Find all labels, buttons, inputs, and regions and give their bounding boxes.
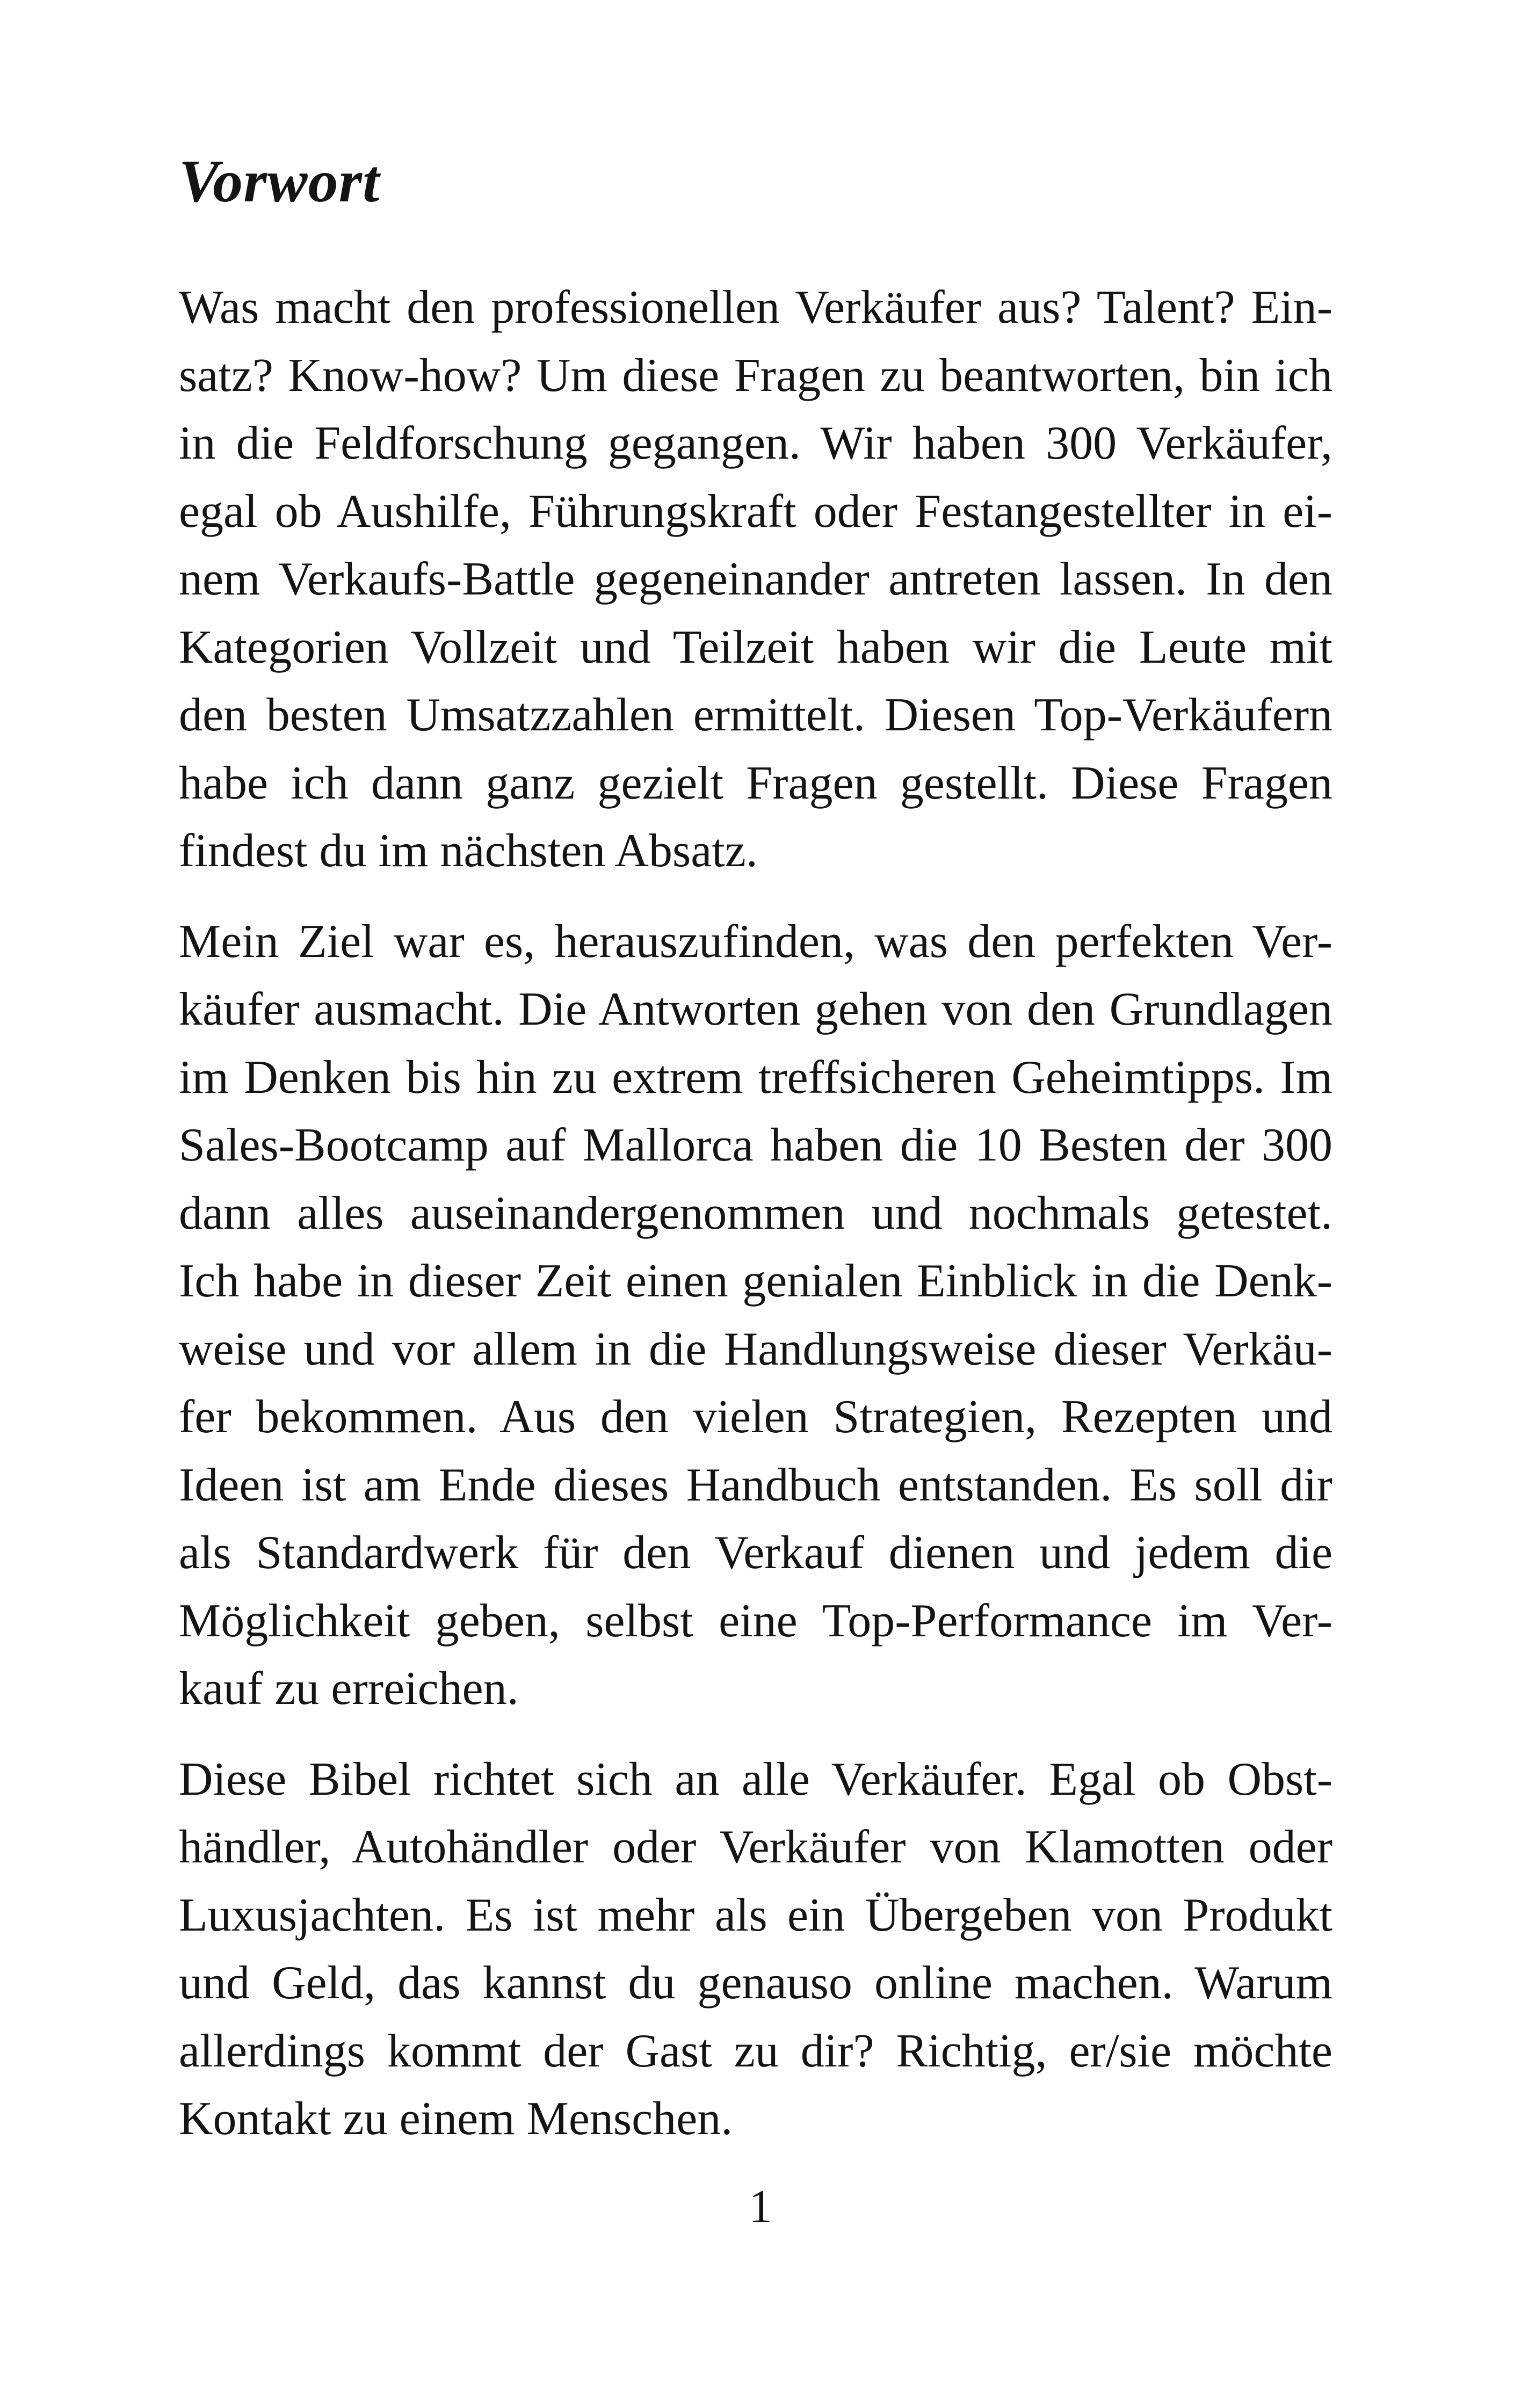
text-line: händler, Autohändler oder Verkäufer von Klamotten oder — [179, 1821, 1332, 1873]
body-text — [179, 274, 1332, 2176]
text-line: in die Feldforschung gegangen. Wir haben 300 Verkäufer, — [179, 417, 1332, 469]
page-number: 1 — [749, 2181, 772, 2233]
text-line: Möglichkeit geben, selbst eine Top-Performance im Ver- — [179, 1594, 1332, 1647]
text-line: Kontakt zu einem Menschen. — [179, 2093, 733, 2145]
text-line: Luxusjachten. Es ist mehr als ein Übergeben von Produkt — [179, 1889, 1332, 1941]
text-line: Was macht den professionellen Verkäufer aus? Talent? Ein- — [179, 281, 1332, 333]
text-line: nem Verkaufs-Battle gegeneinander antreten lassen. In den — [179, 553, 1332, 605]
text-line: käufer ausmacht. Die Antworten gehen von den Grundlagen — [179, 983, 1332, 1035]
text-line: als Standardwerk für den Verkauf dienen und jedem die — [179, 1527, 1332, 1579]
text-line: egal ob Aushilfe, Führungskraft oder Festangestellter in ei- — [179, 485, 1332, 538]
text-line: Diese Bibel richtet sich an alle Verkäufer. Egal ob Obst- — [179, 1753, 1332, 1805]
paragraph — [179, 908, 1332, 1723]
text-line: und Geld, das kannst du genauso online machen. Warum — [179, 1957, 1332, 2009]
paragraph — [179, 274, 1332, 886]
chapter-heading: Vorwort — [179, 148, 380, 215]
text-line: Mein Ziel war es, herauszufinden, was den perfekten Ver- — [179, 915, 1332, 968]
text-line: Ideen ist am Ende dieses Handbuch entstanden. Es soll dir — [179, 1459, 1332, 1511]
text-line: Kategorien Vollzeit und Teilzeit haben wir die Leute mit — [179, 621, 1332, 673]
paragraph — [179, 1746, 1332, 2153]
text-line: im Denken bis hin zu extrem treffsicheren Geheimtipps. Im — [179, 1051, 1332, 1104]
text-line: den besten Umsatzzahlen ermittelt. Diesen Top-Verkäufern — [179, 689, 1332, 741]
text-line: allerdings kommt der Gast zu dir? Richtig, er/sie möchte — [179, 2025, 1332, 2077]
text-line: Ich habe in dieser Zeit einen genialen Einblick in die Denk- — [179, 1255, 1332, 1307]
text-line: fer bekommen. Aus den vielen Strategien, Rezepten und — [179, 1391, 1332, 1443]
text-line: weise und vor allem in die Handlungsweise dieser Verkäu- — [179, 1323, 1332, 1375]
text-line: dann alles auseinandergenommen und nochmals getestet. — [179, 1187, 1332, 1239]
text-line: findest du im nächsten Absatz. — [179, 825, 758, 877]
text-line: Sales-Bootcamp auf Mallorca haben die 10 Besten der 300 — [179, 1119, 1332, 1171]
text-line: habe ich dann ganz gezielt Fragen gestellt. Diese Fragen — [179, 757, 1332, 809]
text-line: kauf zu erreichen. — [179, 1663, 519, 1715]
text-line: satz? Know-how? Um diese Fragen zu beantworten, bin ich — [179, 349, 1332, 402]
